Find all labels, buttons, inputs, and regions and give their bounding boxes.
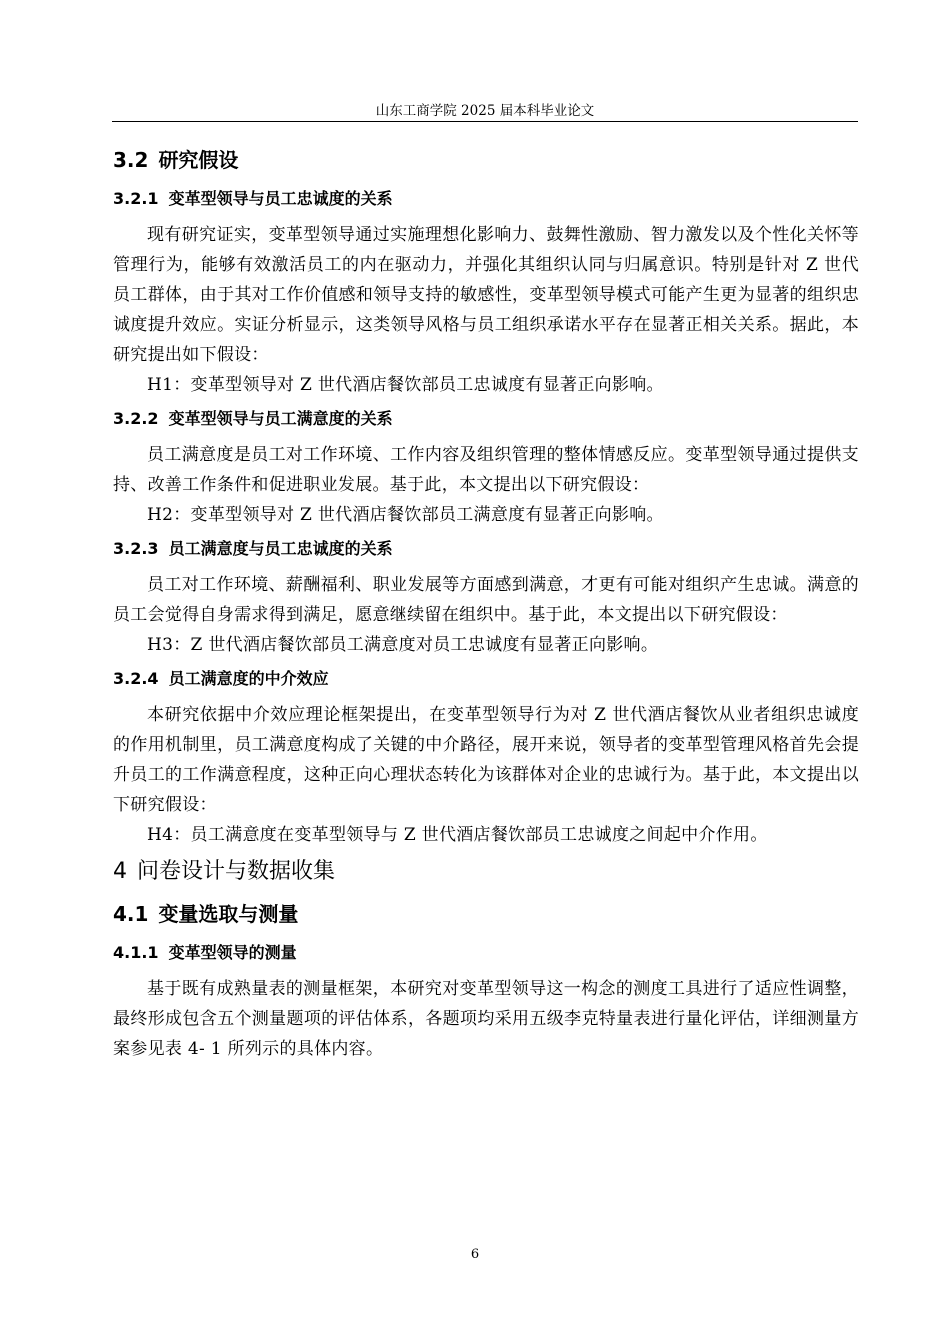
paragraph-3-2-1: 现有研究证实，变革型领导通过实施理想化影响力、鼓舞性激励、智力激发以及个性化关怀等管理行为，能够有效激活员工的内在驱动力，并强化其组织认同与归属意识。特别是针对 Z 世代员工群体，由于其对工作价值感和领导支持的敏感性，变革型领导模式可能产生更为显著的组织忠诚度提升效应。实证分析显示，这类领导风格与员工组织承诺水平存在显著正相关关系。据此，本研究提出如下假设：: [113, 225, 859, 365]
chapter-heading-4: [113, 850, 859, 894]
hypothesis-h4: H4：员工满意度在变革型领导与 Z 世代酒店餐饮部员工忠诚度之间起中介作用。: [147, 825, 768, 845]
running-header: 山东工商学院 2025 届本科毕业论文: [375, 103, 595, 119]
hypothesis-h3: H3：Z 世代酒店餐饮部员工满意度对员工忠诚度有显著正向影响。: [147, 635, 659, 655]
subsection-number: 4.1.1: [113, 943, 159, 962]
chapter-number: 4: [113, 859, 127, 884]
subsection-title: 变革型领导与员工满意度的关系: [168, 409, 393, 428]
subsection-title: 变革型领导的测量: [168, 943, 297, 962]
subsection-number: 3.2.3: [113, 539, 159, 558]
page-body: [113, 140, 859, 1064]
hypothesis-h1: H1：变革型领导对 Z 世代酒店餐饮部员工忠诚度有显著正向影响。: [147, 375, 664, 395]
paragraph-3-2-3: 员工对工作环境、薪酬福利、职业发展等方面感到满意，才更有可能对组织产生忠诚。满意的员工会觉得自身需求得到满足，愿意继续留在组织中。基于此，本文提出以下研究假设：: [113, 575, 859, 625]
paragraph-3-2-2: 员工满意度是员工对工作环境、工作内容及组织管理的整体情感反应。变革型领导通过提供支持、改善工作条件和促进职业发展。基于此，本文提出以下研究假设：: [113, 445, 859, 495]
subsection-heading-3-2-4: [113, 662, 859, 696]
subsection-number: 3.2.2: [113, 409, 159, 428]
section-heading-4-1: [113, 894, 859, 934]
section-title: 变量选取与测量: [158, 902, 299, 926]
hypothesis-h2: H2：变革型领导对 Z 世代酒店餐饮部员工满意度有显著正向影响。: [147, 505, 664, 525]
paragraph-3-2-4: 本研究依据中介效应理论框架提出，在变革型领导行为对 Z 世代酒店餐饮从业者组织忠诚度的作用机制里，员工满意度构成了关键的中介路径，展开来说，领导者的变革型管理风格首先会提升员工的工作满意程度，这种正向心理状态转化为该群体对企业的忠诚行为。基于此，本文提出以下研究假设：: [113, 705, 859, 815]
section-title: 研究假设: [158, 148, 239, 172]
subsection-title: 变革型领导与员工忠诚度的关系: [168, 189, 393, 208]
subsection-heading-3-2-1: [113, 182, 859, 216]
section-heading-3-2: [113, 140, 859, 180]
section-number: 4.1: [113, 902, 149, 926]
page-number: 6: [470, 1247, 480, 1262]
header-rule: [112, 121, 858, 122]
subsection-heading-3-2-3: [113, 532, 859, 566]
subsection-number: 3.2.1: [113, 189, 159, 208]
section-number: 3.2: [113, 148, 149, 172]
subsection-heading-3-2-2: [113, 402, 859, 436]
chapter-title: 问卷设计与数据收集: [137, 859, 336, 884]
subsection-title: 员工满意度的中介效应: [168, 669, 329, 688]
subsection-number: 3.2.4: [113, 669, 159, 688]
subsection-heading-4-1-1: [113, 936, 859, 970]
paragraph-4-1-1: 基于既有成熟量表的测量框架，本研究对变革型领导这一构念的测度工具进行了适应性调整，最终形成包含五个测量题项的评估体系，各题项均采用五级李克特量表进行量化评估，详细测量方案参见表 4- 1 所列示的具体内容。: [113, 979, 859, 1059]
subsection-title: 员工满意度与员工忠诚度的关系: [168, 539, 393, 558]
